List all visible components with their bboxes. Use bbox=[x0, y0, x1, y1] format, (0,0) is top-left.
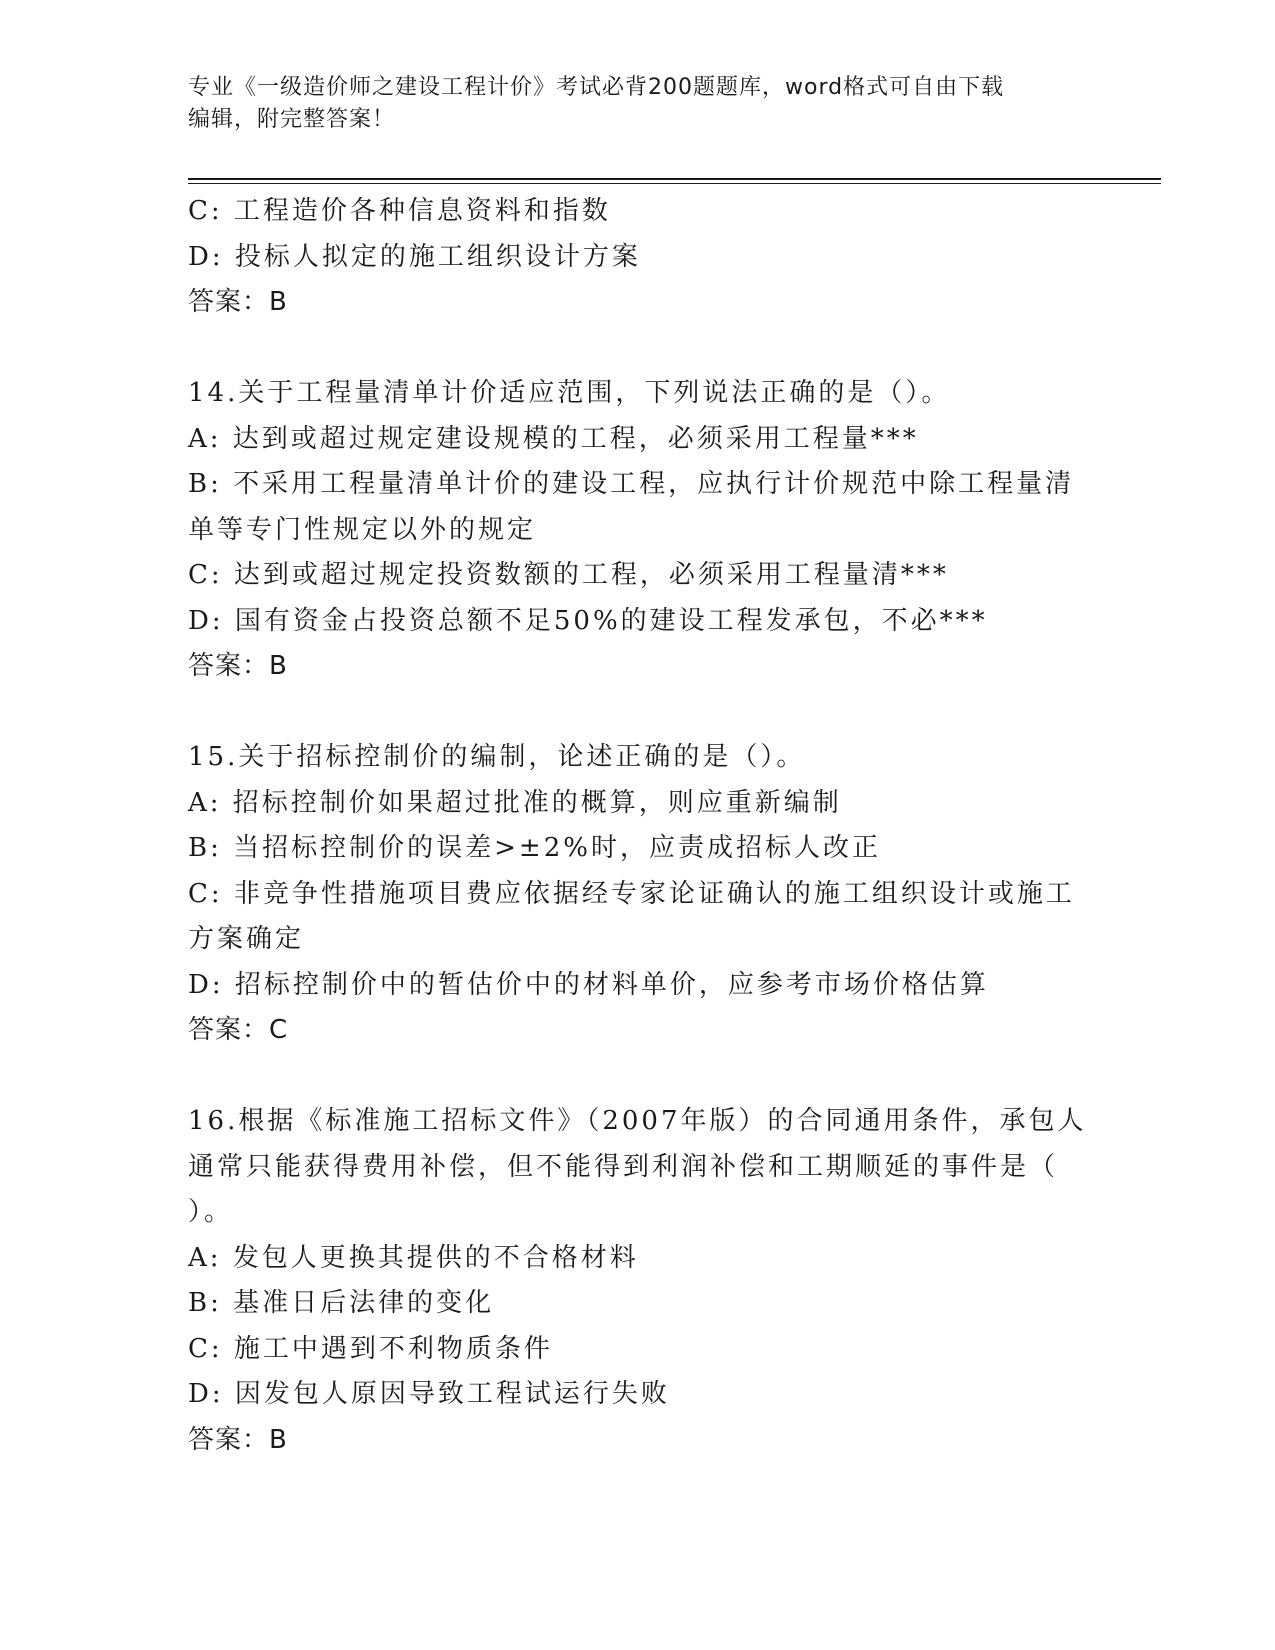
question-stem: 14.关于工程量清单计价适应范围，下列说法正确的是（）。 bbox=[188, 378, 951, 408]
spacer bbox=[188, 690, 1088, 736]
option-b-continued: 单等专门性规定以外的规定 bbox=[188, 514, 537, 545]
answer: 答案：B bbox=[188, 651, 288, 681]
answer: 答案：C bbox=[188, 1015, 289, 1045]
question-15 bbox=[188, 735, 1088, 1054]
spacer bbox=[188, 1054, 1088, 1100]
option-d: D: 招标控制价中的暂估价中的材料单价，应参考市场价格估算 bbox=[188, 969, 989, 1000]
option-b: B: 当招标控制价的误差>±2%时，应责成招标人改正 bbox=[188, 833, 881, 863]
option-a: A: 发包人更换其提供的不合格材料 bbox=[188, 1242, 639, 1273]
option-c: C: 工程造价各种信息资料和指数 bbox=[188, 196, 611, 226]
question-stem: 16.根据《标准施工招标文件》（2007年版）的合同通用条件，承包人 bbox=[188, 1106, 1087, 1136]
option-c: C: 非竞争性措施项目费应依据经专家论证确认的施工组织设计或施工 bbox=[188, 878, 1075, 909]
question-stem-continued: 通常只能获得费用补偿，但不能得到利润补偿和工期顺延的事件是（ bbox=[188, 1151, 1059, 1182]
option-c-continued: 方案确定 bbox=[188, 924, 305, 954]
question-stem: 15.关于招标控制价的编制，论述正确的是（）。 bbox=[188, 742, 806, 772]
document-header bbox=[188, 72, 1088, 136]
option-d: D: 投标人拟定的施工组织设计方案 bbox=[188, 241, 641, 272]
question-13-tail bbox=[188, 189, 1088, 326]
header-line-2: 编辑，附完整答案！ bbox=[188, 107, 396, 132]
header-line-1: 专业《一级造价师之建设工程计价》考试必背200题题库，word格式可自由下载 bbox=[188, 75, 1005, 100]
answer: 答案：B bbox=[188, 287, 288, 317]
question-stem-end: ）。 bbox=[188, 1197, 234, 1227]
header-rule-thin bbox=[188, 183, 1161, 184]
spacer bbox=[188, 326, 1088, 372]
option-a: A: 达到或超过规定建设规模的工程，必须采用工程量*** bbox=[188, 423, 919, 454]
answer: 答案：B bbox=[188, 1424, 288, 1455]
option-d: D: 因发包人原因导致工程试运行失败 bbox=[188, 1379, 670, 1409]
question-16 bbox=[188, 1099, 1088, 1463]
option-d: D: 国有资金占投资总额不足50%的建设工程发承包，不必*** bbox=[188, 605, 988, 636]
option-c: C: 施工中遇到不利物质条件 bbox=[188, 1333, 553, 1364]
question-14 bbox=[188, 371, 1088, 690]
header-rule-thick bbox=[188, 178, 1161, 180]
option-c: C: 达到或超过规定投资数额的工程，必须采用工程量清*** bbox=[188, 560, 949, 590]
option-b: B: 基准日后法律的变化 bbox=[188, 1288, 495, 1318]
question-list bbox=[188, 189, 1088, 1463]
option-b: B: 不采用工程量清单计价的建设工程，应执行计价规范中除工程量清 bbox=[188, 469, 1075, 499]
option-a: A: 招标控制价如果超过批准的概算，则应重新编制 bbox=[188, 787, 842, 818]
